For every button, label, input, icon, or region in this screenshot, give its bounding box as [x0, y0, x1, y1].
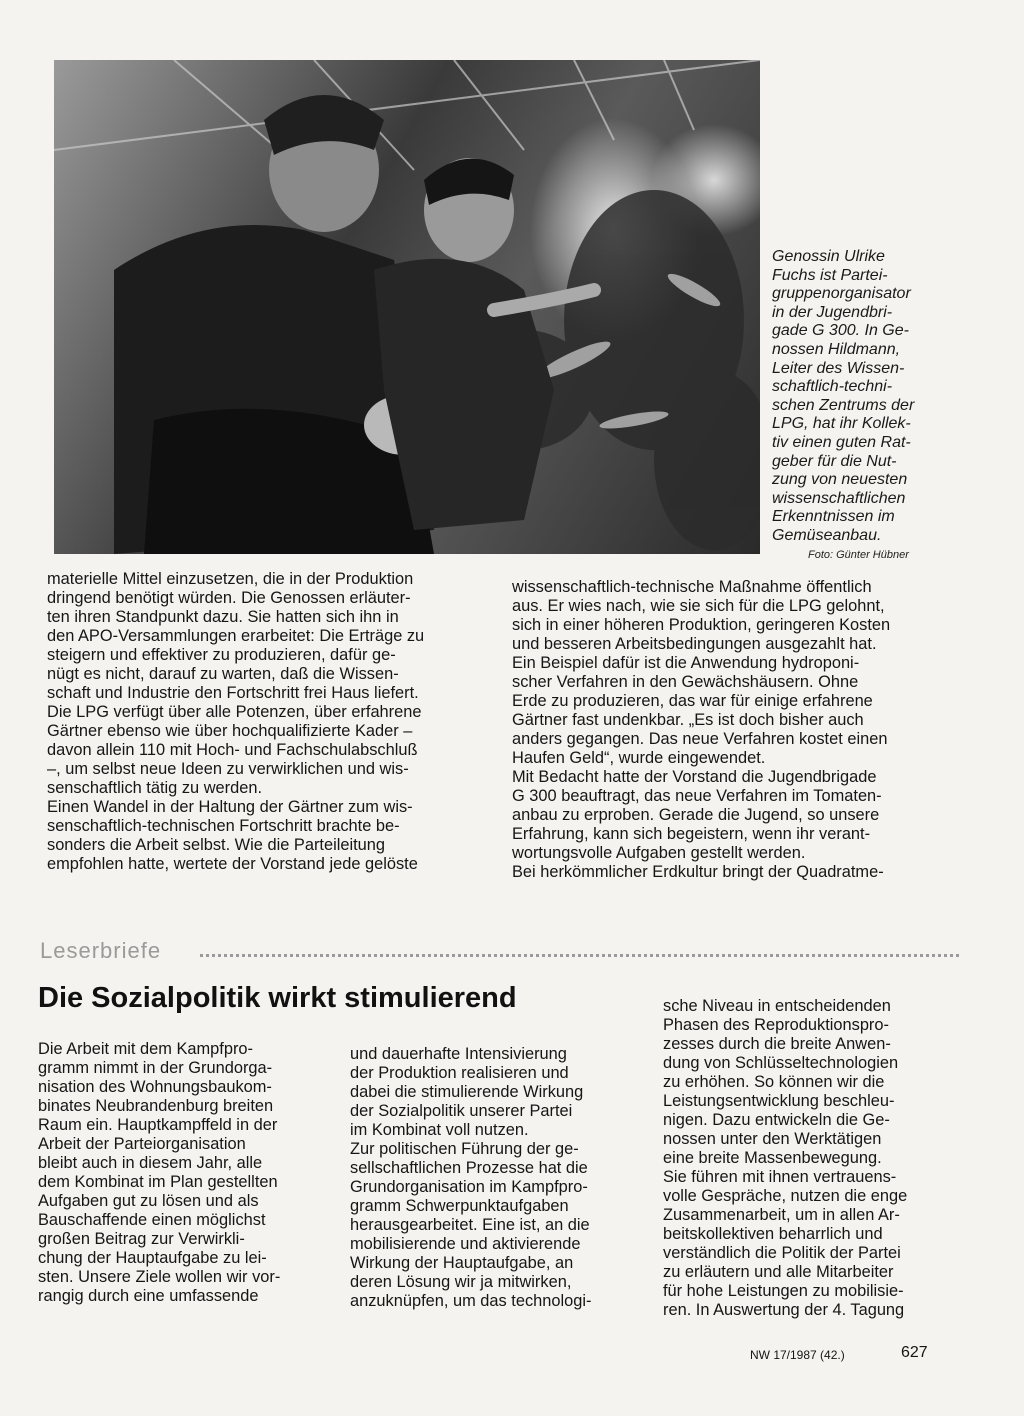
text-line: Mit Bedacht hatte der Vorstand die Jugendbrigade — [512, 768, 877, 786]
caption-line: Leiter des Wissen- — [772, 359, 905, 377]
caption-line: tiv einen guten Rat- — [772, 433, 911, 451]
text-line: zesses durch die breite Anwen- — [663, 1035, 891, 1053]
text-line: materielle Mittel einzusetzen, die in der Produktion — [47, 570, 414, 588]
issue-reference: NW 17/1987 (42.) — [750, 1348, 845, 1362]
text-line: und dauerhafte Intensivierung — [350, 1045, 567, 1063]
section-rubric: Leserbriefe — [40, 938, 162, 963]
text-line: sellschaftlichen Prozesse hat die — [350, 1159, 588, 1177]
article-column-right — [512, 578, 962, 882]
text-line: der Sozialpolitik unserer Partei — [350, 1102, 573, 1120]
text-line: nigen. Dazu entwickeln die Ge- — [663, 1111, 890, 1129]
text-line: der Produktion realisieren und — [350, 1064, 569, 1082]
text-line: dabei die stimulierende Wirkung — [350, 1083, 584, 1101]
text-line: wortungsvolle Aufgaben gestellt werden. — [512, 844, 806, 862]
text-line: sich in einer höheren Produktion, geringeren Kosten — [512, 616, 891, 634]
text-line: Gärtner fast undenkbar. „Es ist doch bisher auch — [512, 711, 864, 729]
text-line: Bauschaffende einen möglichst — [38, 1211, 266, 1229]
text-line: Grundorganisation im Kampfpro- — [350, 1178, 588, 1196]
text-line: Phasen des Reproduktionspro- — [663, 1016, 889, 1034]
text-line: –, um selbst neue Ideen zu verwirklichen und wis- — [47, 760, 409, 778]
text-line: Gärtner ebenso wie über hochqualifizierte Kader – — [47, 722, 413, 740]
text-line: dem Kombinat im Plan gestellten — [38, 1173, 278, 1191]
text-line: beitskollektiven beharrlich und — [663, 1225, 883, 1243]
text-line: gramm Schwerpunktaufgaben — [350, 1197, 569, 1215]
text-line: Die Arbeit mit dem Kampfpro- — [38, 1040, 253, 1058]
text-line: Zusammenarbeit, um in allen Ar- — [663, 1206, 900, 1224]
caption-line: Gemüseanbau. — [772, 526, 882, 544]
text-line: Einen Wandel in der Haltung der Gärtner zum wis- — [47, 798, 413, 816]
text-line: dringend benötigt würden. Die Genossen erläuter- — [47, 589, 411, 607]
caption-line: geber für die Nut- — [772, 452, 897, 470]
text-line: großen Beitrag zur Verwirkli- — [38, 1230, 245, 1248]
letter-column-1 — [38, 1040, 328, 1306]
text-line: Aufgaben gut zu lösen und als — [38, 1192, 259, 1210]
caption-line: Fuchs ist Partei- — [772, 266, 888, 284]
text-line: für hohe Leistungen zu mobilisie- — [663, 1282, 904, 1300]
text-line: davon allein 110 mit Hoch- und Fachschulabschluß — [47, 741, 418, 759]
text-line: Sie führen mit ihnen vertrauens- — [663, 1168, 897, 1186]
text-line: Erde zu produzieren, das war für einige erfahrene — [512, 692, 873, 710]
text-line: volle Gespräche, nutzen die enge — [663, 1187, 908, 1205]
text-line: dung von Schlüsseltechnologien — [663, 1054, 899, 1072]
text-line: G 300 beauftragt, das neue Verfahren im Tomaten- — [512, 787, 882, 805]
text-line: zu erläutern und alle Mitarbeiter — [663, 1263, 894, 1281]
text-line: den APO-Versammlungen erarbeitet: Die Erträge zu — [47, 627, 425, 645]
caption-line: Genossin Ulrike — [772, 248, 885, 265]
caption-line: in der Jugendbri- — [772, 303, 893, 321]
text-line: nisation des Wohnungsbaukom- — [38, 1078, 272, 1096]
text-line: anders gegangen. Das neue Verfahren kostet einen — [512, 730, 888, 748]
text-line: Die LPG verfügt über alle Potenzen, über erfahrene — [47, 703, 422, 721]
caption-line: LPG, hat ihr Kollek- — [772, 415, 911, 433]
text-line: scher Verfahren in den Gewächshäusern. Ohne — [512, 673, 859, 691]
caption-line: nossen Hildmann, — [772, 340, 901, 358]
text-line: deren Lösung wir ja mitwirken, — [350, 1273, 572, 1291]
text-line: anbau zu erproben. Gerade die Jugend, so unsere — [512, 806, 880, 824]
text-line: chung der Hauptaufgabe zu lei- — [38, 1249, 267, 1267]
text-line: herausgearbeitet. Eine ist, an die — [350, 1216, 590, 1234]
caption-line: gruppenorganisator — [772, 285, 911, 303]
text-line: Zur politischen Führung der ge- — [350, 1140, 579, 1158]
text-line: Arbeit der Parteiorganisation — [38, 1135, 246, 1153]
text-line: Raum ein. Hauptkampffeld in der — [38, 1116, 278, 1134]
text-line: verständlich die Politik der Partei — [663, 1244, 901, 1262]
text-line: empfohlen hatte, wertete der Vorstand jede gelöste — [47, 855, 418, 873]
greenhouse-photo — [54, 60, 760, 554]
text-line: Wirkung der Hauptaufgabe, an — [350, 1254, 574, 1272]
text-line: Bei herkömmlicher Erdkultur bringt der Quadratme- — [512, 863, 884, 881]
rubric-divider — [200, 954, 960, 957]
text-line: Haufen Geld“, wurde eingewendet. — [512, 749, 766, 767]
text-line: ten ihren Standpunkt dazu. Sie hatten sich ihn in — [47, 608, 399, 626]
text-line: wissenschaftlich-technische Maßnahme öffentlich — [512, 578, 872, 596]
text-line: senschaftlich-technischen Fortschritt brachte be- — [47, 817, 400, 835]
text-line: zu erhöhen. So können wir die — [663, 1073, 885, 1091]
text-line: Erfahrung, kann sich begeistern, wenn ihr verant- — [512, 825, 871, 843]
text-line: nossen unter den Werktätigen — [663, 1130, 882, 1148]
text-line: schaft und Industrie den Fortschritt frei Haus liefert. — [47, 684, 419, 702]
text-line: nügt es nicht, darauf zu warten, daß die Wissen- — [47, 665, 399, 683]
article-column-left — [47, 570, 497, 874]
text-line: steigern und effektiver zu produzieren, dafür ge- — [47, 646, 396, 664]
text-line: Leistungsentwicklung beschleu- — [663, 1092, 895, 1110]
text-line: sten. Unsere Ziele wollen wir vor- — [38, 1268, 281, 1286]
text-line: anzuknüpfen, um das technologi- — [350, 1292, 592, 1310]
text-line: sche Niveau in entscheidenden — [663, 997, 891, 1015]
caption-line: wissenschaftlichen — [772, 489, 906, 507]
photo-caption — [772, 248, 962, 546]
caption-line: zung von neuesten — [772, 471, 908, 489]
text-line: aus. Er wies nach, wie sie sich für die LPG gelohnt, — [512, 597, 885, 615]
caption-line: gade G 300. In Ge- — [772, 322, 909, 340]
letter-headline: Die Sozialpolitik wirkt stimulierend — [38, 982, 517, 1014]
page-number: 627 — [901, 1344, 928, 1361]
text-line: mobilisierende und aktivierende — [350, 1235, 581, 1253]
photo-credit: Foto: Günter Hübner — [808, 549, 909, 561]
text-line: ren. In Auswertung der 4. Tagung — [663, 1301, 905, 1319]
text-line: rangig durch eine umfassende — [38, 1287, 259, 1305]
text-line: eine breite Massenbewegung. — [663, 1149, 882, 1167]
text-line: senschaftlich tätig zu werden. — [47, 779, 263, 797]
text-line: gramm nimmt in der Grundorga- — [38, 1059, 273, 1077]
greenhouse-photo-drawing — [54, 60, 760, 554]
letter-column-2 — [350, 1045, 640, 1311]
text-line: und besseren Arbeitsbedingungen ausgezahlt hat. — [512, 635, 877, 653]
letter-column-3 — [663, 997, 953, 1320]
text-line: binates Neubrandenburg breiten — [38, 1097, 274, 1115]
caption-line: Erkenntnissen im — [772, 508, 895, 526]
caption-line: schen Zentrums der — [772, 396, 915, 414]
caption-line: schaftlich-techni- — [772, 378, 893, 396]
text-line: Ein Beispiel dafür ist die Anwendung hydroponi- — [512, 654, 860, 672]
text-line: im Kombinat voll nutzen. — [350, 1121, 529, 1139]
text-line: sonders die Arbeit selbst. Wie die Parteileitung — [47, 836, 386, 854]
text-line: bleibt auch in diesem Jahr, alle — [38, 1154, 263, 1172]
